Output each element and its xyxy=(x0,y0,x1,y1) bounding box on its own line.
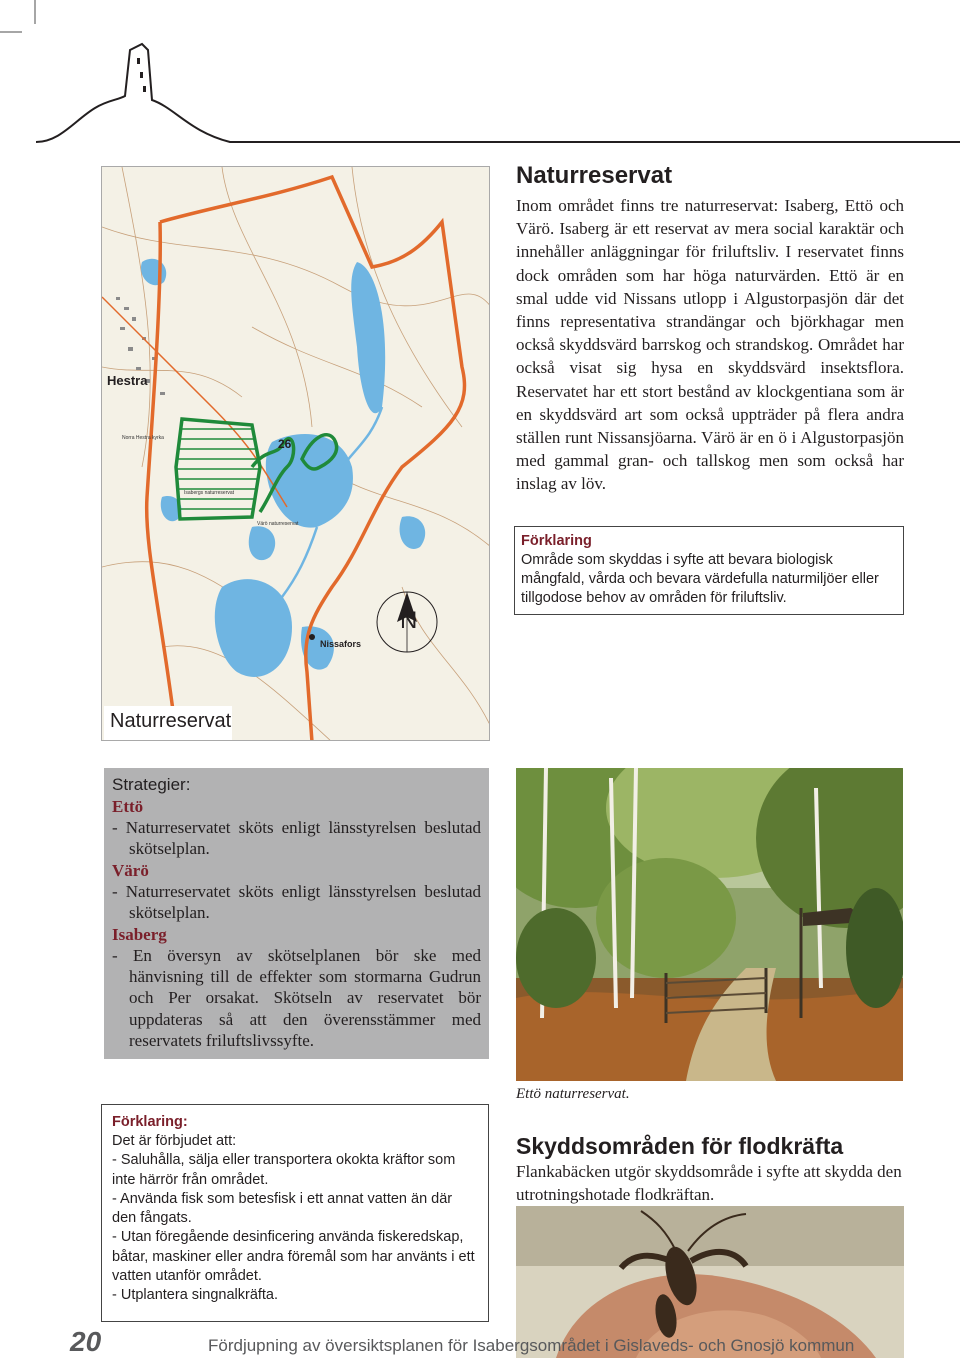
nissafors-marker xyxy=(309,634,315,640)
rules-box xyxy=(101,1104,489,1322)
map-label-isaberg-reserve: Isabergs naturreservat xyxy=(184,490,235,496)
rules-item: - Saluhålla, sälja eller transportera okokta kräftor som inte härrör från området. xyxy=(112,1152,456,1188)
strategy-item: - En översyn av skötselplanen bör ske med hänvisning till de effekter som stormarna Gudrun och Per orsakat. Skötseln av reservatet bör uppdateras så att den överensstämmer med reservatets friluftslivssyfte. xyxy=(112,945,481,1051)
header-logo xyxy=(0,0,960,150)
rules-intro: Det är förbjudet att: xyxy=(112,1133,237,1149)
map-drawing xyxy=(102,167,490,741)
photo-caption: Ettö naturreservat. xyxy=(516,1086,630,1102)
crayfish-body: Flankabäcken utgör skyddsområde i syfte att skydda den utrotningshotade flodkräftan. xyxy=(516,1162,902,1204)
strategy-item: - Naturreservatet sköts enligt länsstyrelsen beslutad skötselplan. xyxy=(112,881,481,923)
strategy-heading-etto: Ettö xyxy=(112,797,144,816)
map-label-hestra: Hestra xyxy=(107,373,148,388)
tower-window xyxy=(140,72,143,78)
footer-text: Fördjupning av översiktsplanen för Isabergsområdet i Gislaveds- och Gnosjö kommun xyxy=(208,1336,855,1355)
map-label-road-number: 26 xyxy=(278,437,292,451)
rules-item: - Använda fisk som betesfisk i ett annat vatten än där den fångats. xyxy=(112,1190,453,1227)
map-label-nissafors: Nissafors xyxy=(320,639,362,649)
naturreservat-body: Inom området finns tre naturreservat: Isaberg, Ettö och Värö. Isaberg är ett reservat av mera social karaktär och innehåller anläggningar för friluftsliv. I reservatet finns dock områden som har höga naturvärden. Ettö är en smal udde vid Nissans utlopp i Algustorpasjön där det finns representativa strandängar och björkhagar men också skyddsvärd barrskog och strandskog. Området har också visat sig hysa en skyddsvärd insektsflora. Reservatet har ett stort bestånd av klockgentiana som är en skyddsvärd art som också uppträder på flera andra ställen runt Nissansjöarna. Värö är en ö i Algustorpasjön med gammal gran- och tallskog men som också har inslag av löv. xyxy=(516,196,904,494)
crayfish-heading: Skyddsområden för flodkräfta xyxy=(516,1133,844,1159)
forklaring-box xyxy=(514,526,904,615)
naturreservat-heading: Naturreservat xyxy=(516,162,673,189)
strategies-box xyxy=(104,768,489,1059)
forklaring-title: Förklaring xyxy=(521,533,592,549)
reserve-map xyxy=(101,166,490,741)
tower-window xyxy=(137,58,140,64)
map-label-norra-hestra: Norra Hestra kyrka xyxy=(122,435,164,441)
strategy-item: - Naturreservatet sköts enligt länsstyrelsen beslutad skötselplan. xyxy=(112,818,481,859)
rules-item: - Utplantera singnalkräfta. xyxy=(112,1287,279,1304)
map-label-north: N xyxy=(400,607,418,634)
map-label-varo-reserve: Värö naturreservat xyxy=(257,521,299,527)
strategy-heading-isaberg: Isaberg xyxy=(112,924,167,944)
isaberg-tower-silhouette xyxy=(36,44,960,142)
etto-forest-photo xyxy=(516,768,903,1081)
strategies-title: Strategier: xyxy=(112,775,191,794)
strategy-heading-varo: Värö xyxy=(112,860,149,880)
page-number: 20 xyxy=(70,1326,102,1357)
tower-window xyxy=(143,86,146,92)
rules-item: - Utan föregående desinficering använda fiskeredskap, båtar, maskiner eller andra föremål som har använts i ett vatten utanför området. xyxy=(112,1229,475,1285)
map-caption: Naturreservat xyxy=(104,706,232,740)
forest-photo-drawing xyxy=(516,768,903,1081)
rules-title: Förklaring: xyxy=(112,1114,188,1130)
forklaring-text: Område som skyddas i syfte att bevara biologisk mångfald, vårda och bevara värdefulla naturmiljöer eller tillgodose behov av områden för friluftsliv. xyxy=(521,552,879,606)
